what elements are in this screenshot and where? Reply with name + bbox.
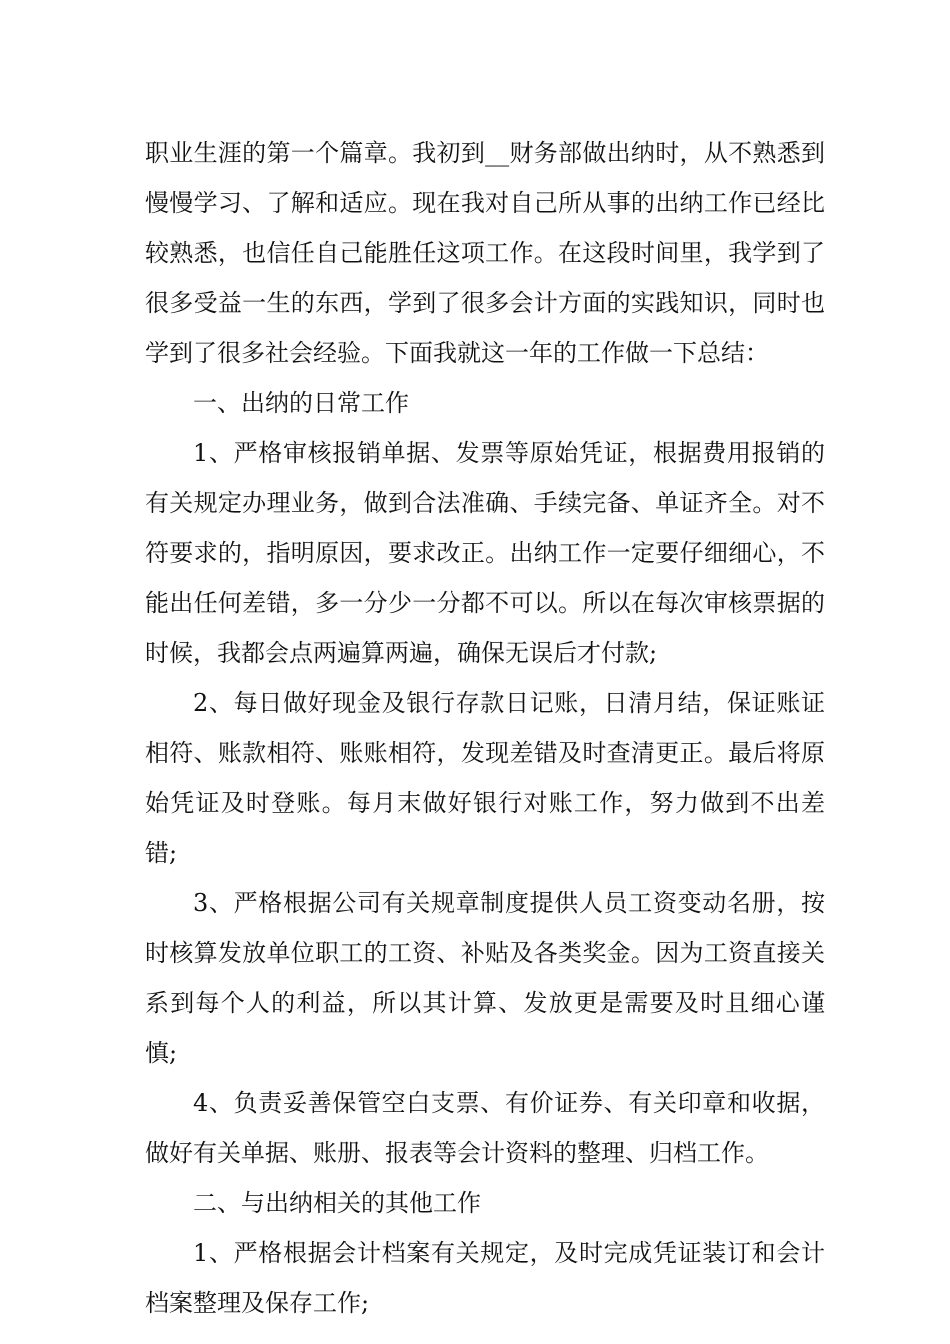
section-heading-other-work: 二、与出纳相关的其他工作	[193, 1189, 481, 1217]
document-body	[145, 128, 825, 1328]
paragraph-item-4: 4、负责妥善保管空白支票、有价证券、有关印章和收据，做好有关单据、账册、报表等会计资料的整理、归档工作。	[145, 1089, 825, 1167]
section-heading-daily-work: 一、出纳的日常工作	[193, 389, 409, 417]
paragraph-intro: 职业生涯的第一个篇章。我初到__财务部做出纳时，从不熟悉到慢慢学习、了解和适应。现在我对自己所从事的出纳工作已经比较熟悉，也信任自己能胜任这项工作。在这段时间里，我学到了很多受益一生的东西，学到了很多会计方面的实践知识，同时也学到了很多社会经验。下面我就这一年的工作做一下总结：	[145, 139, 825, 367]
paragraph-item-2: 2、每日做好现金及银行存款日记账，日清月结，保证账证相符、账款相符、账账相符，发现差错及时查清更正。最后将原始凭证及时登账。每月末做好银行对账工作，努力做到不出差错;	[145, 689, 825, 867]
paragraph-item-3: 3、严格根据公司有关规章制度提供人员工资变动名册，按时核算发放单位职工的工资、补贴及各类奖金。因为工资直接关系到每个人的利益，所以其计算、发放更是需要及时且细心谨慎;	[145, 889, 825, 1067]
paragraph-item-1: 1、严格审核报销单据、发票等原始凭证，根据费用报销的有关规定办理业务，做到合法准确、手续完备、单证齐全。对不符要求的，指明原因，要求改正。出纳工作一定要仔细细心，不能出任何差错，多一分少一分都不可以。所以在每次审核票据的时候，我都会点两遍算两遍，确保无误后才付款;	[145, 439, 825, 667]
paragraph-other-item-1: 1、严格根据会计档案有关规定，及时完成凭证装订和会计档案整理及保存工作;	[145, 1239, 825, 1317]
